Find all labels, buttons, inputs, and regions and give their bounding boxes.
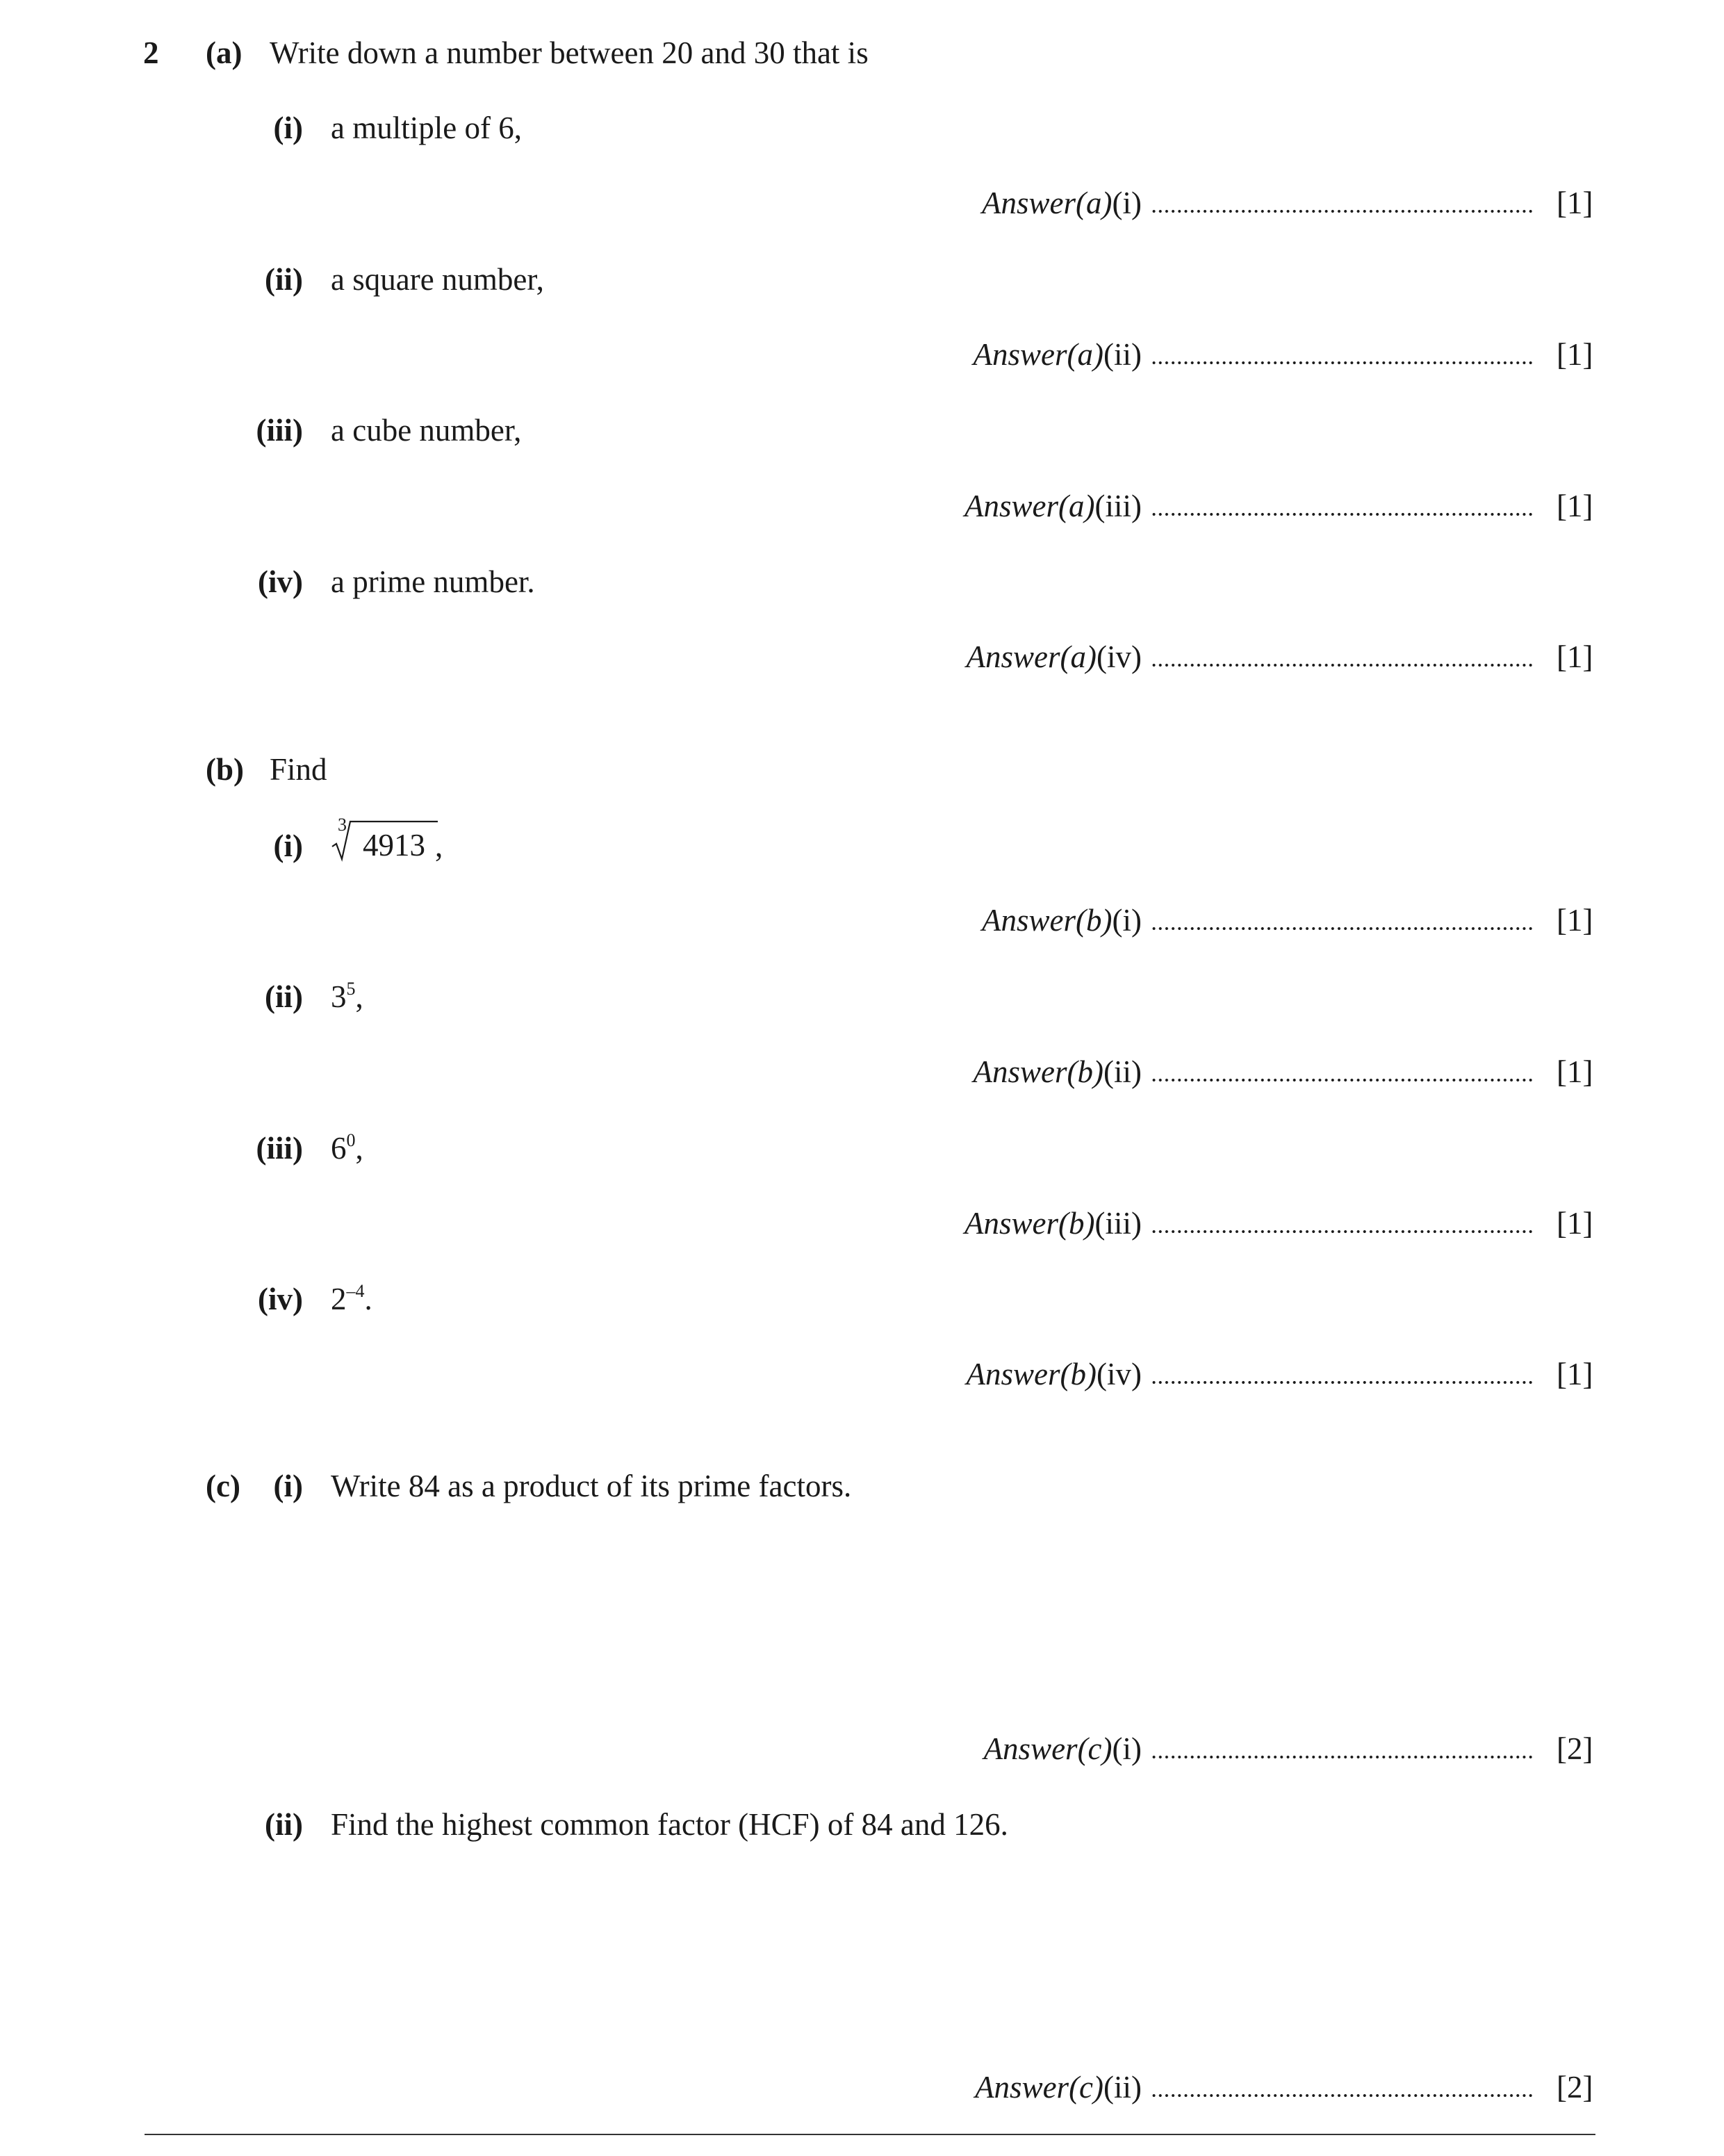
answer-c-i-line[interactable] [1151,1755,1534,1759]
page-bottom-rule [145,2134,1595,2135]
part-b-i-suffix: , [435,828,443,863]
part-c-i-text: Write 84 as a product of its prime factors. [331,1469,852,1503]
answer-a-iii-line[interactable] [1151,512,1534,516]
answer-a-i-label: Answer(a)(i) [982,186,1142,220]
answer-c-ii-label: Answer(c)(ii) [975,2070,1142,2105]
answer-b-iv-label: Answer(b)(iv) [966,1357,1142,1391]
marks-c-i: [2] [1557,1731,1593,1766]
marks-a-iv: [1] [1557,639,1593,674]
answer-a-iv-line[interactable] [1151,663,1534,667]
part-a-i-text: a multiple of 6, [331,111,522,145]
part-a-ii-label: (ii) [265,262,303,297]
marks-b-ii: [1] [1557,1054,1593,1089]
part-a-stem: Write down a number between 20 and 30 that is [270,35,869,70]
part-b-stem: Find [270,752,327,787]
part-b-iii-label: (iii) [256,1131,303,1166]
marks-c-ii: [2] [1557,2070,1593,2105]
marks-a-i: [1] [1557,186,1593,220]
part-b-iv-label: (iv) [258,1282,303,1316]
part-c-label: (c) [206,1469,240,1503]
part-c-ii-label: (ii) [265,1807,303,1842]
answer-a-iv-label: Answer(a)(iv) [966,639,1142,674]
part-a-iii-label: (iii) [256,413,303,448]
answer-b-ii-label: Answer(b)(ii) [973,1054,1142,1089]
answer-a-ii-label: Answer(a)(ii) [973,337,1142,372]
part-a-iv-text: a prime number. [331,564,535,599]
cube-root-expression [332,815,443,863]
answer-b-i-label: Answer(b)(i) [982,903,1142,938]
part-a-iii-text: a cube number, [331,413,522,448]
marks-b-iii: [1] [1557,1206,1593,1241]
part-a-i-label: (i) [273,111,303,145]
part-a-iv-label: (iv) [258,564,303,599]
part-c-i-label: (i) [273,1469,303,1503]
part-b-iii-expression: $6^0$, [331,1130,363,1166]
part-a-ii-text: a square number, [331,262,544,297]
marks-a-ii: [1] [1557,337,1593,372]
part-b-ii-label: (ii) [265,979,303,1014]
marks-a-iii: [1] [1557,489,1593,523]
answer-b-ii-line[interactable] [1151,1078,1534,1082]
answer-c-i-label: Answer(c)(i) [983,1731,1142,1766]
root-index: 3 [338,815,347,835]
answer-c-ii-line[interactable] [1151,2093,1534,2098]
part-b-ii-expression: $3^5$, [331,979,363,1014]
answer-b-iv-line[interactable] [1151,1380,1534,1385]
part-c-ii-text: Find the highest common factor (HCF) of 84 and 126. [331,1807,1008,1842]
answer-b-iii-label: Answer(b)(iii) [964,1206,1142,1241]
answer-b-i-line[interactable] [1151,926,1534,931]
answer-a-iii-label: Answer(a)(iii) [964,489,1142,523]
marks-b-iv: [1] [1557,1357,1593,1391]
question-number: 2 [143,35,159,70]
marks-b-i: [1] [1557,903,1593,938]
part-b-iv-expression: $2^{-4}$. [331,1281,372,1316]
part-b-i-label: (i) [273,828,303,863]
answer-b-iii-line[interactable] [1151,1230,1534,1234]
part-b-label: (b) [206,752,244,787]
part-a-label: (a) [206,35,243,70]
radicand: 4913 [363,828,425,863]
answer-a-i-line[interactable] [1151,209,1534,213]
answer-a-ii-line[interactable] [1151,361,1534,365]
